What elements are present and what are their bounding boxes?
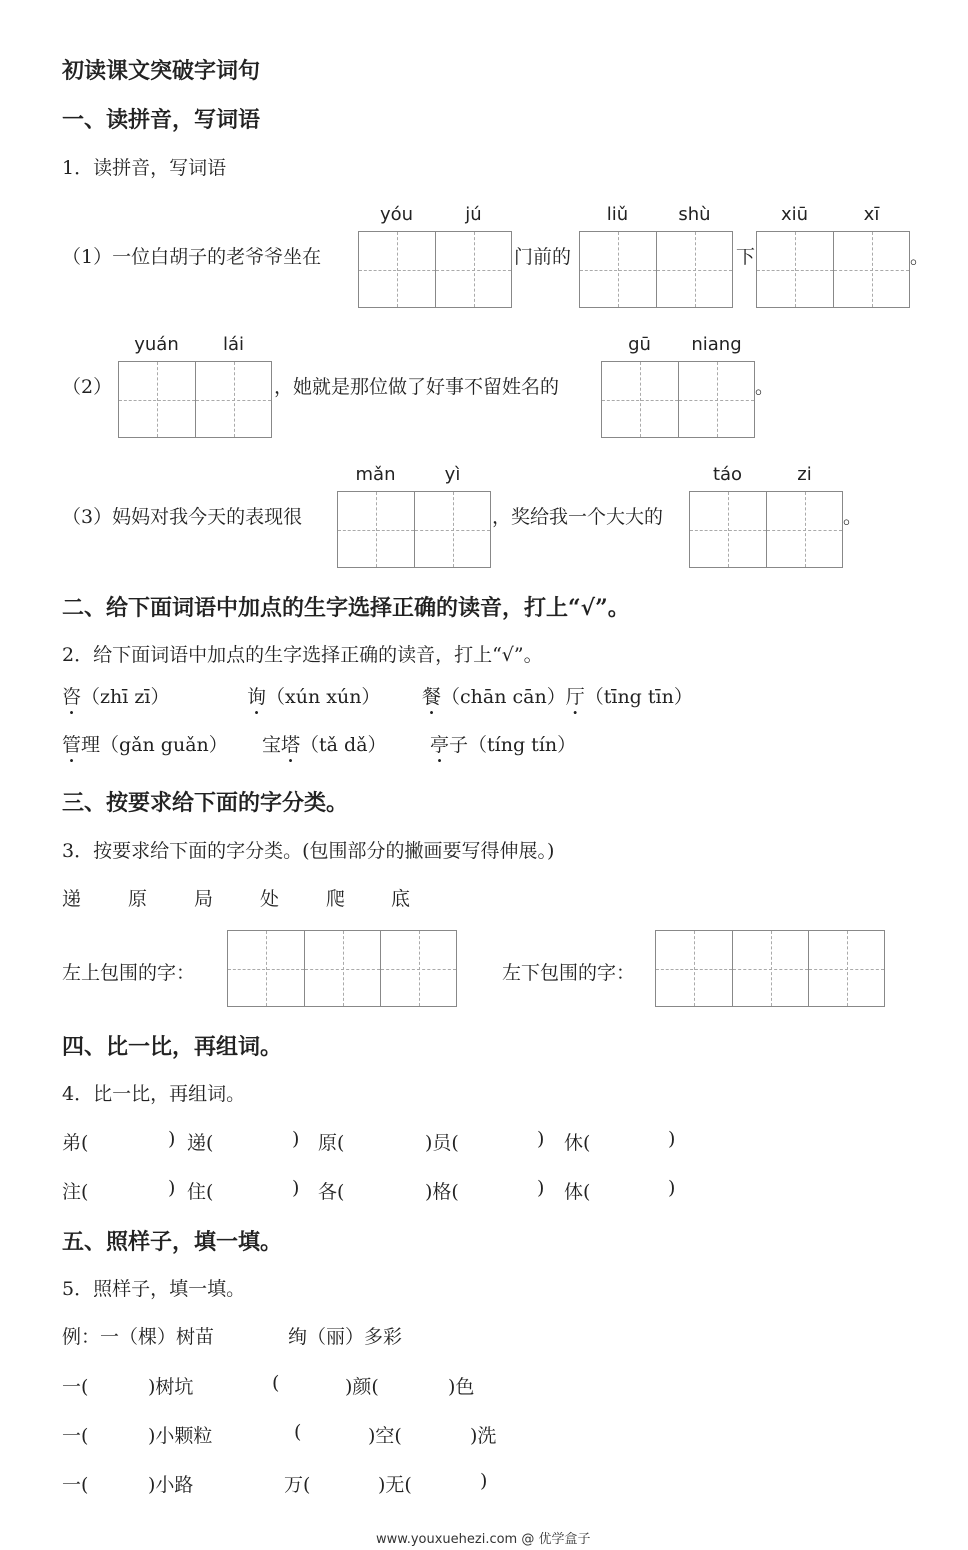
pinyin-lai: lái [222, 334, 245, 355]
question-3: 3．按要求给下面的字分类。(包围部分的撇画要写得伸展。) [62, 840, 555, 862]
blank-open: ( [272, 1372, 280, 1394]
page-title: 初读课文突破字词句 [62, 58, 261, 84]
blank-open: 一( [62, 1376, 89, 1398]
char-list-item: 爬 [326, 888, 346, 910]
blank-open: 住( [187, 1181, 214, 1203]
writing-grid[interactable] [358, 231, 512, 308]
blank-close-open: )员( [425, 1132, 459, 1154]
blank-close: ) [537, 1128, 545, 1150]
pinyin-gu: gū [628, 334, 651, 355]
blank-close: )小路 [148, 1474, 194, 1496]
blank-open: 休( [564, 1132, 591, 1154]
pinyin-tao: táo [712, 464, 743, 485]
left-top-enclosure-label: 左上包围的字： [62, 962, 196, 984]
blank-open: 一( [62, 1474, 89, 1496]
question-2: 2．给下面词语中加点的生字选择正确的读音，打上“√”。 [62, 644, 543, 666]
section-3-heading: 三、按要求给下面的字分类。 [62, 790, 349, 816]
writing-grid[interactable] [655, 930, 885, 1007]
writing-grid[interactable] [227, 930, 457, 1007]
blank-close: ) [480, 1470, 488, 1492]
writing-grid[interactable] [756, 231, 910, 308]
blank-open: 万( [284, 1474, 311, 1496]
blank-close-open: )颜( [345, 1376, 379, 1398]
blank-open: 弟( [62, 1132, 89, 1154]
pinyin-yuan: yuán [134, 334, 179, 355]
reading-item[interactable]: 咨（zhī zī） [62, 686, 170, 708]
blank-close: )树坑 [148, 1376, 194, 1398]
pinyin-shu: shù [678, 204, 711, 225]
section-2-heading: 二、给下面词语中加点的生字选择正确的读音，打上“√”。 [62, 595, 630, 621]
blank-close: )小颗粒 [148, 1425, 213, 1447]
blank-close-open: )格( [425, 1181, 459, 1203]
blank-open: 体( [564, 1181, 591, 1203]
blank-close-open: )无( [378, 1474, 412, 1496]
blank-close: ) [292, 1177, 300, 1199]
blank-close: ) [668, 1128, 676, 1150]
sentence-1-end: 。 [910, 246, 930, 268]
question-5: 5．照样子，填一填。 [62, 1278, 246, 1300]
sentence-1-part-a: （1）一位白胡子的老爷爷坐在 [62, 246, 322, 268]
sentence-1-part-b: 门前的 [514, 246, 572, 268]
blank-open: 递( [187, 1132, 214, 1154]
sentence-1-part-c: 下 [736, 246, 756, 268]
reading-item[interactable]: 宝塔（tǎ dǎ） [262, 734, 387, 756]
pinyin-ju: jú [465, 204, 482, 225]
blank-close: ) [537, 1177, 545, 1199]
section-5-heading: 五、照样子，填一填。 [62, 1229, 283, 1255]
char-list-item: 处 [260, 888, 280, 910]
blank-open: ( [294, 1421, 302, 1443]
question-4: 4．比一比，再组词。 [62, 1083, 246, 1105]
left-bottom-enclosure-label: 左下包围的字： [502, 962, 636, 984]
blank-close: ) [668, 1177, 676, 1199]
example-a: 例：一（棵）树苗 [62, 1326, 215, 1348]
pinyin-xiu: xiū [780, 204, 809, 225]
reading-item[interactable]: 餐（chān cān）厅（tīng tīn） [422, 686, 693, 708]
reading-item[interactable]: 亭子（tíng tín） [430, 734, 577, 756]
blank-close: )洗 [470, 1425, 497, 1447]
writing-grid[interactable] [689, 491, 843, 568]
pinyin-niang: niang [691, 334, 742, 355]
blank-open: 各( [318, 1181, 345, 1203]
reading-item[interactable]: 询（xún xún） [247, 686, 381, 708]
blank-close: ) [292, 1128, 300, 1150]
blank-close: ) [168, 1128, 176, 1150]
footer-watermark: www.youxuehezi.com @ 优学盒子 [376, 1532, 591, 1547]
sentence-2-end: 。 [755, 376, 775, 398]
writing-grid[interactable] [579, 231, 733, 308]
example-b: 绚（丽）多彩 [288, 1326, 403, 1348]
blank-close: ) [168, 1177, 176, 1199]
sentence-3-part-b: ，奖给我一个大大的 [492, 506, 664, 528]
sentence-2-part-b: ，她就是那位做了好事不留姓名的 [274, 376, 560, 398]
writing-grid[interactable] [601, 361, 755, 438]
blank-open: 一( [62, 1425, 89, 1447]
sentence-3-part-a: （3）妈妈对我今天的表现很 [62, 506, 303, 528]
char-list-item: 底 [391, 888, 411, 910]
char-list-item: 局 [194, 888, 214, 910]
pinyin-yi: yì [444, 464, 461, 485]
sentence-3-end: 。 [843, 506, 863, 528]
pinyin-liu: liǔ [606, 204, 629, 225]
char-list-item: 递 [62, 888, 82, 910]
pinyin-xi: xī [863, 204, 880, 225]
pinyin-man: mǎn [355, 464, 396, 485]
blank-close-open: )空( [368, 1425, 402, 1447]
blank-close: )色 [448, 1376, 475, 1398]
writing-grid[interactable] [337, 491, 491, 568]
reading-item[interactable]: 管理（gǎn guǎn） [62, 734, 228, 756]
pinyin-you: yóu [379, 204, 414, 225]
writing-grid[interactable] [118, 361, 272, 438]
blank-open: 原( [318, 1132, 345, 1154]
sentence-2-part-a: （2） [62, 376, 113, 398]
question-1: 1．读拼音，写词语 [62, 157, 227, 179]
section-4-heading: 四、比一比，再组词。 [62, 1034, 283, 1060]
blank-open: 注( [62, 1181, 89, 1203]
pinyin-zi: zi [797, 464, 812, 485]
section-1-heading: 一、读拼音，写词语 [62, 107, 261, 133]
char-list-item: 原 [128, 888, 148, 910]
